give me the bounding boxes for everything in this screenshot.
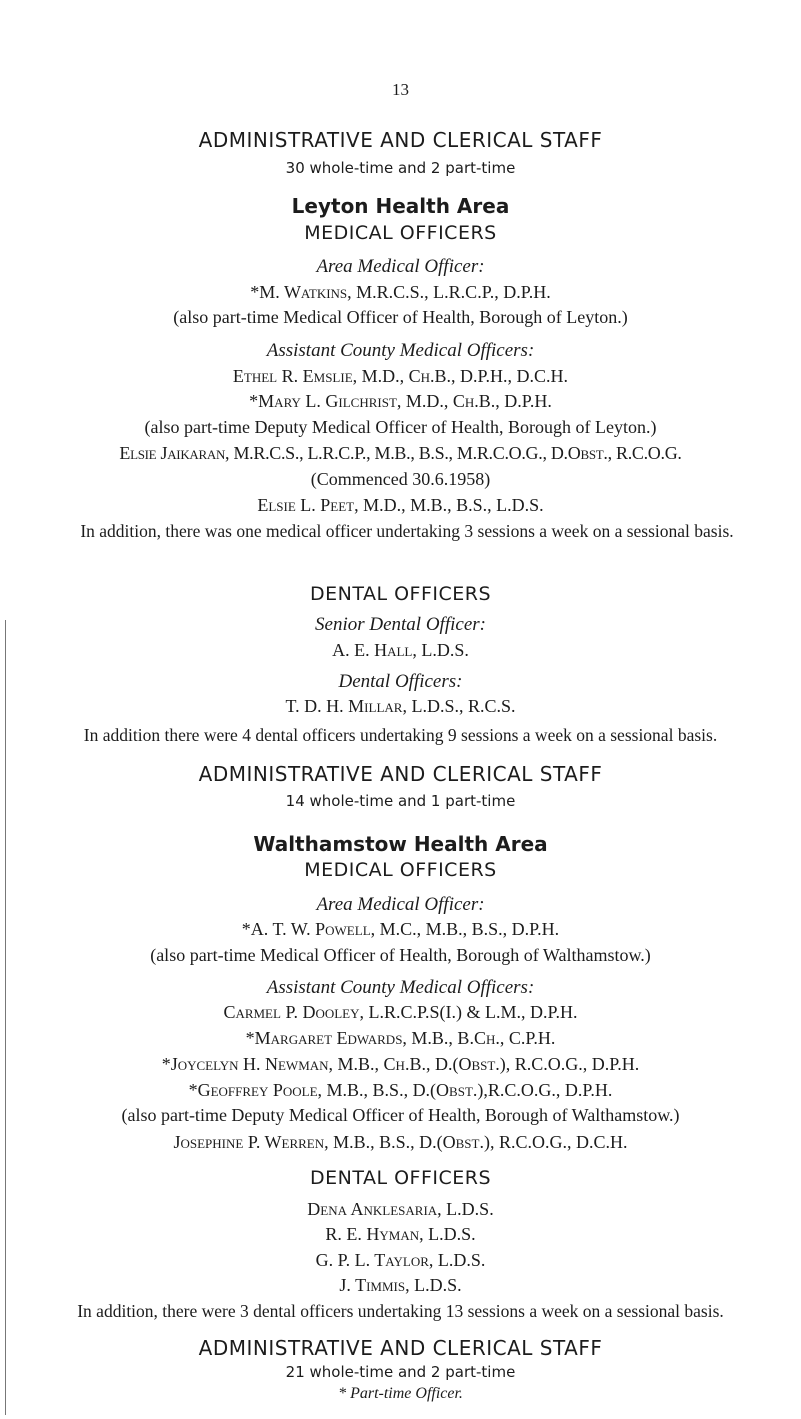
walthamstow-staff-heading: ADMINISTRATIVE AND CLERICAL STAFF [198,1335,603,1360]
walthamstow-acmo-3: *Joycelyn H. Newman, M.B., Ch.B., D.(Obst.), R.C.O.G., D.P.H. [161,1054,640,1075]
leyton-acmo-3: Elsie Jaikaran, M.R.C.S., L.R.C.P., M.B., B.S., M.R.C.O.G., D.Obst., R.C.O.G. [119,443,682,464]
leyton-amo-name: *M. Watkins, M.R.C.S., L.R.C.P., D.P.H. [250,281,551,302]
leyton-staff-detail: 14 whole-time and 1 part-time [285,791,516,810]
leyton-amo-label: Area Medical Officer: [316,256,485,277]
walthamstow-acmo-5: Josephine P. Werren, M.B., B.S., D.(Obst.), R.C.O.G., D.C.H. [173,1131,628,1152]
walthamstow-amo-label: Area Medical Officer: [316,893,485,915]
leyton-area-title: Leyton Health Area [291,194,510,219]
leyton-medical-heading: MEDICAL OFFICERS [304,221,497,244]
walthamstow-staff-detail: 21 whole-time and 2 part-time [285,1363,516,1382]
walthamstow-acmo-label: Assistant County Medical Officers: [266,976,535,998]
walthamstow-amo-note: (also part-time Medical Officer of Health, Borough of Walthamstow.) [150,944,651,965]
leyton-medical-paragraph: In addition, there was one medical officer undertaking 3 sessions a week on a sessional basis. [80,520,734,541]
walthamstow-do-1: Dena Anklesaria, L.D.S. [307,1198,494,1219]
walthamstow-acmo-1: Carmel P. Dooley, L.R.C.P.S(I.) & L.M., D.P.H. [223,1002,578,1023]
leyton-do-label: Dental Officers: [338,670,463,692]
leyton-staff-heading: ADMINISTRATIVE AND CLERICAL STAFF [198,762,603,787]
leyton-acmo-label: Assistant County Medical Officers: [266,340,535,362]
leyton-acmo-3-note: (Commenced 30.6.1958) [310,468,491,489]
walthamstow-dental-paragraph: In addition, there were 3 dental officers undertaking 13 sessions a week on a sessional basis. [77,1300,724,1321]
walthamstow-dental-heading: DENTAL OFFICERS [309,1167,492,1190]
leyton-acmo-2: *Mary L. Gilchrist, M.D., Ch.B., D.P.H. [249,391,552,412]
leyton-acmo-1: Ethel R. Emslie, M.D., Ch.B., D.P.H., D.C.H. [232,365,569,386]
leyton-acmo-4: Elsie L. Peet, M.D., M.B., B.S., L.D.S. [257,495,544,516]
walthamstow-area-title: Walthamstow Health Area [253,831,548,856]
leyton-dental-paragraph: In addition there were 4 dental officers undertaking 9 sessions a week on a sessional basis. [83,724,718,745]
walthamstow-do-2: R. E. Hyman, L.D.S. [325,1224,476,1245]
footnote: * Part-time Officer. [338,1385,463,1402]
leyton-amo-note: (also part-time Medical Officer of Health, Borough of Leyton.) [173,307,628,327]
walthamstow-acmo-4-note: (also part-time Deputy Medical Officer of Health, Borough of Walthamstow.) [121,1105,680,1126]
staff-detail-1: 30 whole-time and 2 part-time [285,158,516,177]
walthamstow-medical-heading: MEDICAL OFFICERS [304,859,497,882]
walthamstow-acmo-4: *Geoffrey Poole, M.B., B.S., D.(Obst.),R.C.O.G., D.P.H. [188,1079,613,1100]
leyton-do-name: T. D. H. Millar, L.D.S., R.C.S. [285,696,516,717]
leyton-dental-heading: DENTAL OFFICERS [309,582,492,605]
leyton-sdo-name: A. E. Hall, L.D.S. [332,639,469,660]
page-number: 13 [392,80,409,99]
leyton-sdo-label: Senior Dental Officer: [315,614,486,636]
walthamstow-do-3: G. P. L. Taylor, L.D.S. [315,1249,486,1270]
leyton-acmo-2-note: (also part-time Deputy Medical Officer of Health, Borough of Leyton.) [144,416,657,437]
staff-heading-1: ADMINISTRATIVE AND CLERICAL STAFF [198,127,603,152]
walthamstow-amo-name: *A. T. W. Powell, M.C., M.B., B.S., D.P.H. [241,919,560,940]
walthamstow-do-4: J. Timmis, L.D.S. [339,1275,462,1296]
walthamstow-acmo-2: *Margaret Edwards, M.B., B.Ch., C.P.H. [245,1027,556,1048]
